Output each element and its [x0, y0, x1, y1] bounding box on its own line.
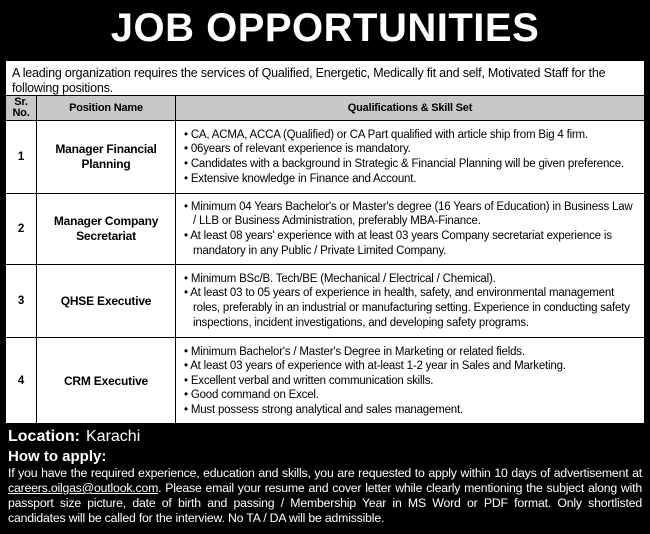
qualification-text: At least 03 to 05 years of experience in health, safety, and environmental management roles, preferably in an industrial or manufacturing setting. Experience in conducting safety inspections, incident investigations, and developing safety programs. [190, 287, 630, 329]
table-row [6, 194, 644, 265]
apply-text-1: If you have the required experience, education and skills, you are requested to apply within 10 days of advertisement at [8, 466, 642, 480]
sr-no: 4 [6, 338, 37, 425]
qualification-text: CA, ACMA, ACCA (Qualified) or CA Part qualified with article ship from Big 4 firm. [190, 128, 588, 141]
position-name: Manager Financial Planning [37, 121, 176, 194]
qualification-text: Minimum 04 Years Bachelor's or Master's degree (16 Years of Education) in Business Law / LLB or Business Administration, preferably MBA-Finance. [190, 200, 633, 228]
sr-no: 2 [6, 194, 37, 265]
sr-no: 3 [6, 265, 37, 338]
header-qualifications: Qualifications & Skill Set [176, 96, 645, 121]
page-title: JOB OPPORTUNITIES [110, 6, 540, 50]
positions-table [6, 95, 644, 425]
qualification-item: • Minimum Bachelor's / Master's Degree in Marketing or related fields. [184, 345, 525, 358]
qualification-text: 06years of relevant experience is mandatory. [190, 143, 411, 156]
table-row [6, 121, 644, 194]
qualification-text: Excellent verbal and written communication skills. [190, 374, 434, 387]
qualification-text: Must possess strong analytical and sales management. [190, 403, 463, 416]
qualification-text: At least 08 years' experience with at least 03 years Company secretariat experience is mandatory in any Public / Private Limited Company. [190, 230, 612, 257]
qualification-text: Candidates with a background in Strategic & Financial Planning will be given preference. [190, 158, 624, 170]
qualification-item: • Candidates with a background in Strategic & Financial Planning will be given preference. [184, 158, 624, 170]
position-name: QHSE Executive [37, 265, 176, 338]
table-row [6, 265, 644, 338]
header-sr: Sr. No. [6, 96, 37, 121]
apply-instructions [8, 466, 642, 526]
qualification-item: • Excellent verbal and written communication skills. [184, 374, 434, 387]
location-value: Karachi [86, 428, 141, 445]
qualification-item: • Extensive knowledge in Finance and Account. [184, 172, 417, 185]
qualification-item: • Good command on Excel. [184, 389, 319, 402]
qualifications [176, 265, 645, 338]
qualifications [176, 338, 645, 425]
header-position: Position Name [37, 96, 176, 121]
qualification-item: • At least 08 years' experience with at least 03 years Company secretariat experience is mandatory in any Public / Private Limited Company. [184, 230, 612, 257]
qualifications [176, 121, 645, 194]
qualification-item: • Must possess strong analytical and sales management. [184, 403, 463, 416]
qualification-item: • At least 03 years of experience with at-least 1-2 year in Sales and Marketing. [184, 360, 566, 373]
position-name: Manager Company Secretariat [37, 194, 176, 265]
qualification-item: • Minimum BSc/B. Tech/BE (Mechanical / Electrical / Chemical). [184, 272, 496, 285]
email-link[interactable]: careers.oilgas@outlook.com [8, 481, 159, 495]
qualification-item: • CA, ACMA, ACCA (Qualified) or CA Part qualified with article ship from Big 4 firm. [184, 128, 588, 141]
qualifications [176, 194, 645, 265]
table-row [6, 338, 644, 425]
location [8, 428, 140, 446]
sr-no: 1 [6, 121, 37, 194]
apply-text-2: . Please email your resume and cover letter while clearly mentioning the subject along with passport size picture, date of birth and passing / Membership Year in MS Word or PDF format. Only shortlisted candidates will be called for the interview. No TA / DA will be admissible. [8, 481, 642, 525]
qualification-item: • 06years of relevant experience is mandatory. [184, 143, 411, 156]
qualification-item: • Minimum 04 Years Bachelor's or Master's degree (16 Years of Education) in Business Law / LLB or Business Administration, preferably MBA-Finance. [184, 200, 633, 228]
how-to-apply-heading: How to apply: [8, 448, 107, 465]
qualification-text: Extensive knowledge in Finance and Account. [190, 172, 417, 185]
position-name: CRM Executive [37, 338, 176, 425]
qualification-text: Minimum BSc/B. Tech/BE (Mechanical / Electrical / Chemical). [190, 272, 496, 285]
intro-text: A leading organization requires the services of Qualified, Energetic, Medically fit and self, Motivated Staff for the following positions. [12, 66, 606, 95]
qualification-text: At least 03 years of experience with at-least 1-2 year in Sales and Marketing. [190, 360, 566, 373]
qualification-item: • At least 03 to 05 years of experience in health, safety, and environmental management roles, preferably in an industrial or manufacturing setting. Experience in conducting safety inspections, incident investigations, and developing safety programs. [184, 287, 630, 329]
qualification-text: Minimum Bachelor's / Master's Degree in Marketing or related fields. [190, 345, 525, 358]
qualification-text: Good command on Excel. [190, 389, 319, 402]
location-label: Location: [8, 428, 80, 445]
positions-panel [6, 61, 644, 423]
